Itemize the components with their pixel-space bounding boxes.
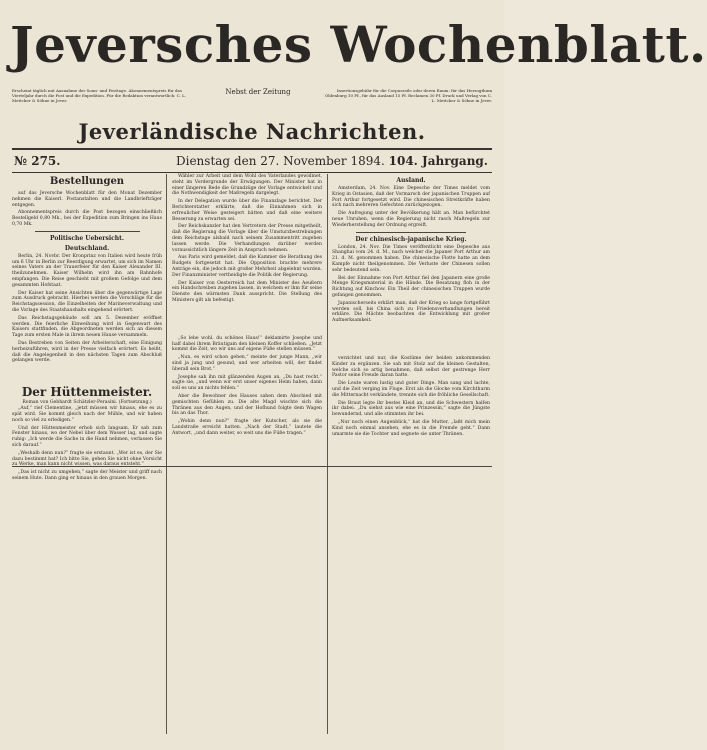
section-heading: Ausland. <box>396 177 426 184</box>
article-paragraph: „Wohin denn nun?“ fragte der Kutscher, als sie die Landstraße erreicht hatten. „Nach der Stadt,“ lautete die Antwort, „und dann weiter, so weit uns die Füße tragen.“ <box>172 419 322 436</box>
article-paragraph: Der Kaiser hat seine Ansichten über die gegenwärtige Lage zum Ausdruck gebracht. Hierbei werden die Vorschläge für die Reichstagssession, die Einzelheiten der Marineverwaltung und die Vorlage des Staatshaushalts eingehend erörtert. <box>12 290 162 313</box>
spacer <box>332 326 490 356</box>
divider <box>35 231 140 232</box>
article-paragraph: „Das ist nicht zu umgehen,“ sagte der Meister und griff nach seinem Hute. Dann ging er hinaus in den grauen Morgen. <box>12 470 162 481</box>
feuilleton-title: Der Hüttenmeister. <box>21 385 153 400</box>
article-paragraph: Japanischerseits erklärt man, daß der Krieg so lange fortgeführt werden soll, bis China sich zu Friedensverhandlungen bereit erkläre. Die Mächte beobachten die Entwicklung mit großer Aufmerksamkeit. <box>332 300 490 324</box>
article-paragraph: Und der Hüttenmeister erhob sich langsam. Er sah zum Fenster hinaus, wo der Nebel über dem Wasser lag, und sagte ruhig: „Ich werde die Sache in die Hand nehmen, verlassen Sie sich darauf.“ <box>12 425 162 448</box>
article-paragraph: Die Braut legte ihr bestes Kleid an, und die Schwestern halfen ihr dabei. „Du siehst aus wie eine Prinzessin,“ sagte die Jüngste bewundernd, und alle stimmten ihr bei. <box>332 400 490 418</box>
article-paragraph: Der Reichskanzler hat den Vertretern der Presse mitgetheilt, daß die Regierung die Vorlage über die Umsturzbestrebungen dem Reichstage alsbald nach seinem Zusammentritt zugehen lassen werde. Die Verhandlungen darüber werden voraussichtlich längere Zeit in Anspruch nehmen. <box>172 224 322 253</box>
article-paragraph: Abonnementspreis durch die Post bezogen einschließlich Bestellgeld 0,80 Mk., bei der Expedition zum Bringen ins Haus 0,70 Mk. <box>12 210 162 227</box>
subscription-strip <box>12 88 492 118</box>
article-paragraph: Aus Paris wird gemeldet, daß die Kammer die Berathung des Budgets fortgesetzt hat. Die Opposition brachte mehrere Anträge ein, die jedoch mit großer Mehrheit abgelehnt wurden. Der Finanzminister vertheidigte die Politik der Regierung. <box>172 255 322 278</box>
article-paragraph: „Auf,“ rief Clementine, „jetzt müssen wir hinaus, ehe es zu spät wird. Sie kommt gleich nach der Mühle, und wir haben noch so viel zu erledigen.“ <box>12 406 162 423</box>
article-paragraph: Die Aufregung unter der Bevölkerung hält an. Man befürchtet neue Unruhen, wenn die Regierung nicht rasch Maßregeln zur Wiederherstellung der Ordnung ergreift. <box>332 211 490 228</box>
divider <box>356 232 467 233</box>
spacer <box>172 306 322 336</box>
article-paragraph: Das Reichstagsgebäude soll am 5. Dezember eröffnet werden. Die feierliche Einweihung wird in Gegenwart des Kaisers stattfinden, die Abgeordneten werden sich an diesem Tage zum ersten Male in ihrem neuen Hause versammeln. <box>12 315 162 339</box>
article-paragraph: Bei der Einnahme von Port Arthur fiel den Japanern eine große Menge Kriegsmaterial in die Hände. Die Besatzung floh in der Richtung auf Kinchow. Ein Theil der chinesischen Truppen wurde gefangen genommen. <box>332 275 490 298</box>
article-paragraph: Josephe sah ihn mit glänzenden Augen an. „Du hast recht,“ sagte sie, „und wenn wir erst unser eigenes Heim haben, dann soll es uns an nichts fehlen.“ <box>172 374 322 392</box>
article-paragraph: Der Kaiser von Oesterreich hat dem Minister des Aeußern ein Handschreiben zugehen lassen, in welchem er ihm für seine Dienste den wärmsten Dank ausspricht. Die Stellung des Ministers gilt als befestigt. <box>172 280 322 303</box>
masthead-title: Jeversches Wochenblatt. <box>10 15 707 74</box>
column-middle <box>172 174 322 734</box>
article-paragraph: „Weshalb denn nun?“ fragte sie erstaunt. „Wer ist es, der Sie dazu bestimmt hat? Ich bitte Sie, gehen Sie nicht ohne Vorsicht zu Werke, man kann nicht wissen, was daraus entsteht.“ <box>12 450 162 468</box>
feuilleton-subtitle: Roman von Gebhardt Schätzler-Perasini. (Fortsetzung.) <box>22 400 152 406</box>
article-paragraph: auf das Jeversche Wochenblatt für den Monat Dezember nehmen die Kaiserl. Postanstalten und die Landbriefträger entgegen. <box>12 191 162 208</box>
subscription-info-right: Insertionsgebühr für die Corpuszeile oder deren Raum: für das Herzogthum Oldenburg 10 Pf., für das Ausland 15 Pf. Reclamen 30 Pf. Druck und Verlag von C. L. Mettcker & Söhne in Jever. <box>324 88 492 103</box>
column-rule <box>166 174 167 734</box>
orders-heading: Bestellungen <box>49 176 125 187</box>
article-paragraph: „Nun, es wird schon gehen,“ meinte der junge Mann, „wir sind ja jung und gesund, und wer arbeiten will, der findet überall sein Brot.“ <box>172 355 322 372</box>
subsection-heading: Deutschland. <box>64 244 110 252</box>
issue-number: № 275. <box>14 154 61 168</box>
column-right <box>332 174 490 734</box>
article-paragraph: Wähler zur Arbeit und dem Wohl des Vaterlandes gewidmet, steht im Vordergrunde der Erwägungen. Der Minister hat in einer längeren Rede die Grundzüge der Vorlage entwickelt und die Nothwendigkeit der Maßregeln dargelegt. <box>172 174 322 197</box>
section-heading: Politische Uebersicht. <box>49 234 125 242</box>
article-paragraph: „Nur noch einen Augenblick,“ bat die Mutter, „laßt mich mein Kind noch einmal ansehen, ehe es in die Fremde geht.“ Dann umarmte sie die Tochter und segnete sie unter Thränen. <box>332 419 490 437</box>
article-paragraph: verzichtet und nur, die Kostüme der beiden ankommenden Kinder zu ergänzen. Sie sah mit Stolz auf die kleinen Gestalten, welche sich so artig benahmen, daß selbst der gestrenge Herr Pastor seine Freude daran hatte. <box>332 355 490 379</box>
article-paragraph: Das Bestreben von Seiten der Arbeiterschaft, eine Einigung herbeizuführen, wird in der Presse vielfach erörtert. Es heißt, daß die Angelegenheit in den nächsten Tagen zum Abschluß gelangen werde. <box>12 340 162 364</box>
article-paragraph: Berlin, 24. Novbr. Der Kronprinz von Italien wird heute früh um 6 Uhr in Berlin zur Beerdigung erwartet, um sich im Namen seines Vaters an der Trauerfeier für den Kaiser Alexander III. theilzunehmen. Kaiser Wilhelm wird ihn am Bahnhofe empfangen. Die Reise geschieht mit großem Gefolge und dem gesammten Hofstaat. <box>12 253 162 288</box>
masthead-tagline: Nebst der Zeitung <box>225 88 291 96</box>
article-paragraph: „So lebe wohl, du schönes Haus!“ deklamirte Josephe und half dabei ihrem Bräutigam den kleinen Koffer schließen. „Jetzt kommt die Zeit, wo wir uns auf eigene Füße stellen müssen.“ <box>172 335 322 353</box>
masthead-subtitle: Jeverländische Nachrichten. <box>78 119 426 144</box>
article-paragraph: Die Leute waren lustig und guter Dinge. Man sang und lachte, und die Zeit verging im Fluge. Erst als die Glocke vom Kirchthurm die Mitternacht verkündete, trennte sich die fröhliche Gesellschaft. <box>332 381 490 398</box>
article-paragraph: London, 24. Nov. Die Times veröffentlicht eine Depesche aus Shanghai vom 24. d. M., nach welcher die Japaner Port Arthur am 21. d. M. genommen haben. Die chinesische Flotte hatte an dem Kampfe nicht theilgenommen. Die Verluste der Chinesen sollen sehr bedeutend sein. <box>332 244 490 273</box>
column-rule <box>327 174 328 734</box>
column-left <box>12 174 162 734</box>
subscription-info-left: Erscheint täglich mit Ausnahme der Sonn- und Festtage. Abonnementspreis für das Vierteljahr durch die Post und die Expedition. Für die Redaktion verantwortlich: C. L. Mettcker & Söhne in Jever. <box>12 88 187 103</box>
issue-info-bar <box>12 148 492 173</box>
issue-date: Dienstag den 27. November 1894. <box>176 154 385 168</box>
spacer <box>12 366 162 382</box>
article-paragraph: In der Delegation wurde über die Finanzlage berichtet. Der Berichterstatter erklärte, daß die Einnahmen sich in erfreulicher Weise gesteigert hätten und daß eine weitere Besserung zu erwarten sei. <box>172 199 322 222</box>
article-paragraph: Amsterdam, 24. Nov. Eine Depesche der Times meldet vom Krieg in Ostasien, daß der Vormarsch der japanischen Truppen auf Port Arthur fortgesetzt wird. Die chinesischen Streitkräfte haben sich nach mehreren Gefechten zurückgezogen. <box>332 186 490 209</box>
issue-year: 104. Jahrgang. <box>388 154 488 168</box>
subsection-heading: Der chinesisch-japanische Krieg. <box>355 235 467 243</box>
article-paragraph: Aber die Bewohner des Hauses sahen dem Abschied mit gemischten Gefühlen zu. Die alte Magd wischte sich die Thränen aus den Augen, und der Hofhund folgte dem Wagen bis an das Thor. <box>172 393 322 417</box>
